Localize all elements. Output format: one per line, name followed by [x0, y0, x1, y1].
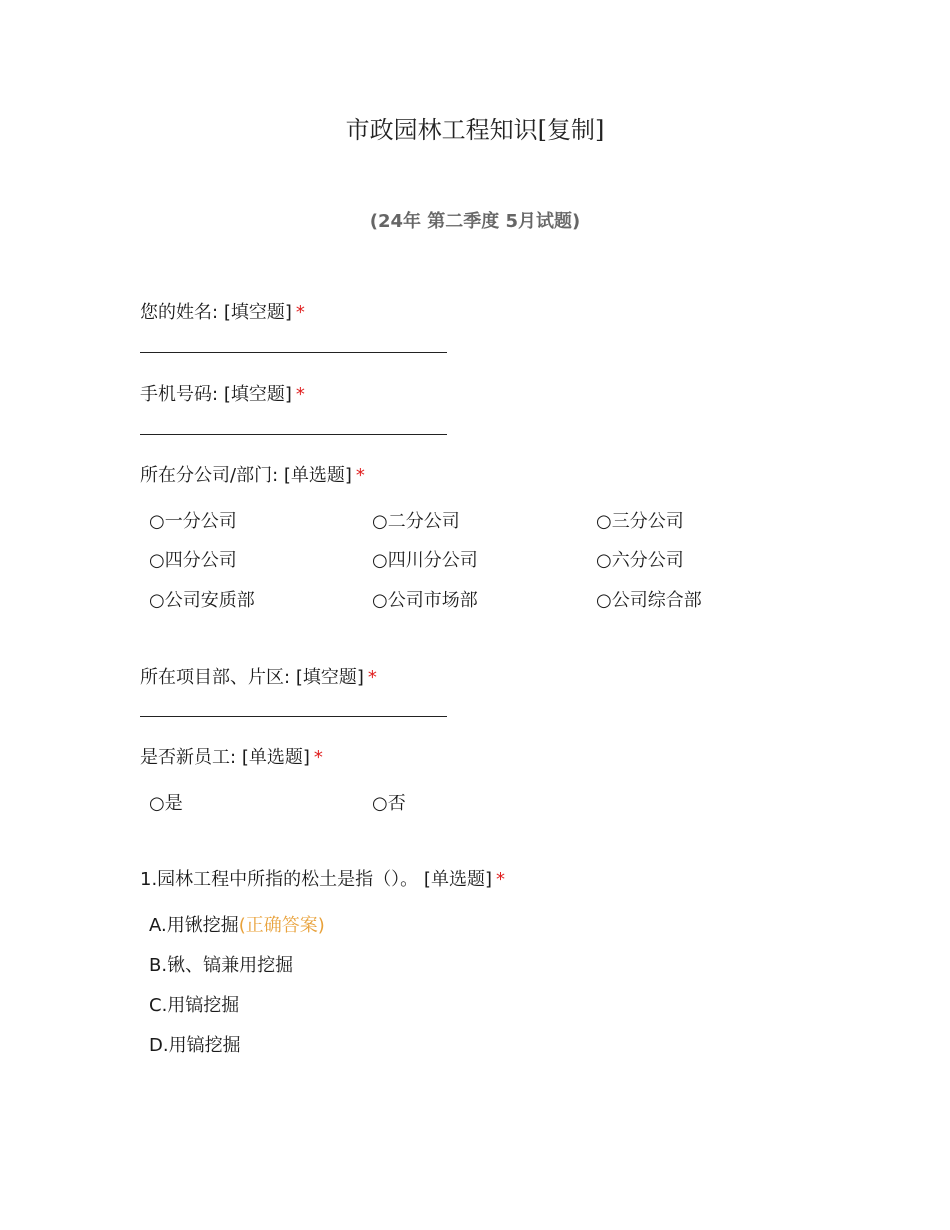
- answer-option-b[interactable]: B.锹、镐兼用挖掘: [149, 955, 294, 976]
- question-project: [140, 663, 377, 689]
- question-new-employee: [140, 743, 323, 769]
- required-mark: *: [295, 384, 305, 405]
- question-type: [填空题]: [223, 302, 292, 323]
- new-employee-option-yes[interactable]: ○是: [149, 793, 183, 814]
- question-label: 1.园林工程中所指的松土是指（）。: [140, 869, 419, 890]
- question-branch: [140, 461, 365, 487]
- branch-option[interactable]: ○六分公司: [596, 550, 684, 571]
- branch-option[interactable]: ○四川分公司: [372, 550, 478, 571]
- question-type: [填空题]: [223, 384, 292, 405]
- question-type: [单选题]: [283, 465, 352, 486]
- phone-answer-line[interactable]: [140, 434, 447, 435]
- question-type: [填空题]: [295, 667, 364, 688]
- name-answer-line[interactable]: [140, 352, 447, 353]
- branch-option[interactable]: ○公司市场部: [372, 590, 478, 611]
- question-label: 所在项目部、片区:: [140, 667, 291, 688]
- question-label: 所在分公司/部门:: [140, 465, 279, 486]
- answer-option-d[interactable]: D.用镐挖掘: [149, 1035, 241, 1056]
- question-phone: [140, 380, 305, 406]
- question-type: [单选题]: [241, 747, 310, 768]
- page-title: 市政园林工程知识[复制]: [345, 116, 605, 144]
- branch-option[interactable]: ○公司综合部: [596, 590, 702, 611]
- question-label: 您的姓名:: [140, 302, 219, 323]
- branch-option[interactable]: ○二分公司: [372, 511, 460, 532]
- branch-option[interactable]: ○一分公司: [149, 511, 237, 532]
- question-1: [140, 865, 505, 891]
- branch-option[interactable]: ○三分公司: [596, 511, 684, 532]
- required-mark: *: [355, 465, 365, 486]
- question-type: [单选题]: [423, 869, 492, 890]
- question-label: 手机号码:: [140, 384, 219, 405]
- page-subtitle: (24年 第二季度 5月试题): [369, 211, 581, 232]
- required-mark: *: [313, 747, 323, 768]
- answer-option-label: A.用锹挖掘: [149, 915, 239, 936]
- answer-option-c[interactable]: C.用镐挖掘: [149, 995, 240, 1016]
- correct-answer-note: (正确答案): [238, 915, 325, 936]
- new-employee-option-no[interactable]: ○否: [372, 793, 406, 814]
- required-mark: *: [295, 302, 305, 323]
- answer-option-a[interactable]: [149, 911, 325, 937]
- branch-option[interactable]: ○四分公司: [149, 550, 237, 571]
- branch-option[interactable]: ○公司安质部: [149, 590, 255, 611]
- question-name: [140, 298, 305, 324]
- required-mark: *: [367, 667, 377, 688]
- required-mark: *: [495, 869, 505, 890]
- project-answer-line[interactable]: [140, 716, 447, 717]
- question-label: 是否新员工:: [140, 747, 237, 768]
